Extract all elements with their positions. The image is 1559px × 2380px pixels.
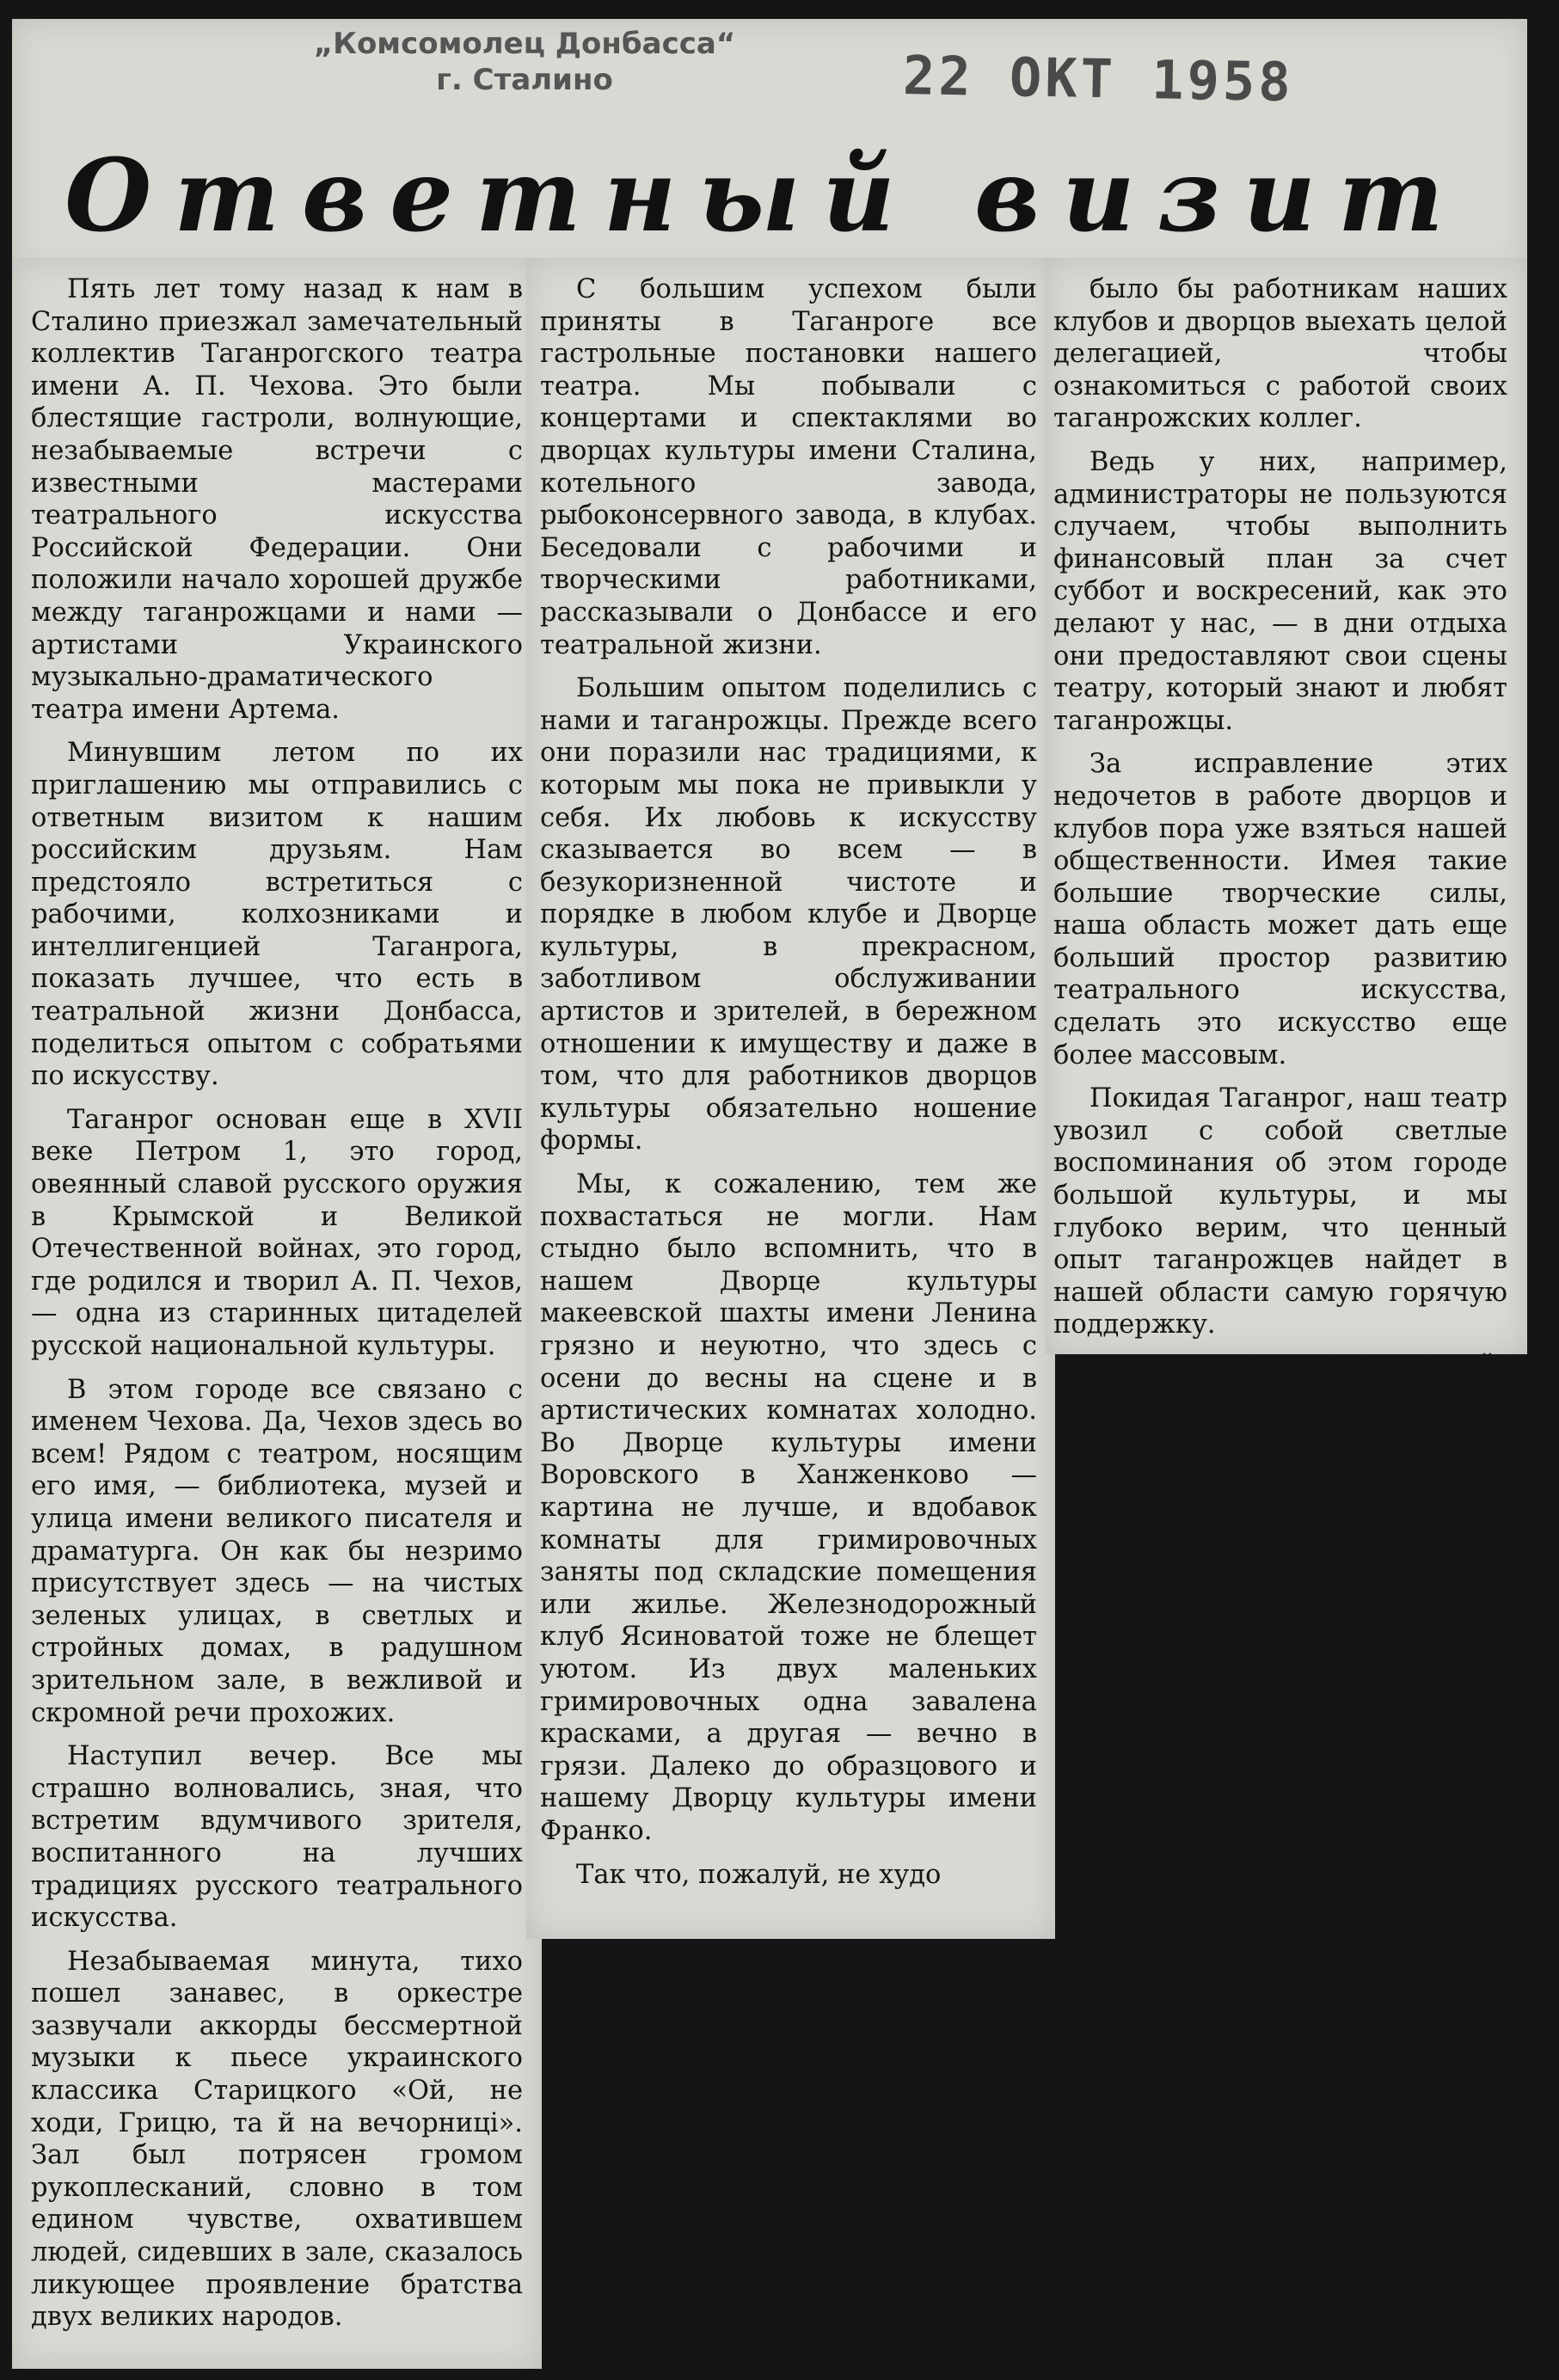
newspaper-masthead — [284, 26, 765, 98]
paragraph: В этом городе все связано с именем Чехова. Да, Чехов здесь во всем! Рядом с театром, носящим его имя, — библиотека, музей и улица имени великого писателя и драматурга. Он как бы незримо присутствует здесь — на чистых зеленых улицах, в светлых и стройных домах, в радушном зрительном зале, в вежливой и скромной речи прохожих. — [31, 1374, 523, 1728]
paragraph: Большим опытом поделились с нами и таганрожцы. Прежде всего они поразили нас традициями, к которым мы пока не привыкли у себя. Их любовь к искусству сказывается во всем — в безукоризненной чистоте и порядке в любом клубе и Дворце культуры, в прекрасном, заботливом обслуживании артистов и зрителей, в бережном отношении к имуществу и даже в том, что для работников дворцов культуры обязательно ношение формы. — [540, 673, 1037, 1156]
author-title: Заслуженный артист УССР. — [1138, 1385, 1507, 1412]
author-name: Е. И. ГАЛИНСКИЙ. — [1245, 1353, 1507, 1383]
article-column-3 — [1053, 273, 1507, 1414]
paragraph: Покидая Таганрог, наш театр увозил с собой светлые воспоминания об этом городе большой культуры, и мы глубоко верим, что ценный опыт таганрожцев найдет в нашей области самую горячую поддержку. — [1053, 1083, 1507, 1340]
paragraph: Пять лет тому назад к нам в Сталино приезжал замечательный коллектив Таганрогского театра имени А. П. Чехова. Это были блестящие гастроли, волнующие, незабываемые встречи с известными мастерами театрального искусства Российской Федерации. Они положили начало хорошей дружбе между таганрожцами и нами — артистами Украинского музыкально-драматического театра имени Артема. — [31, 274, 523, 725]
paragraph: С большим успехом были приняты в Таганроге все гастрольные постановки нашего театра. Мы побывали с концертами и спектаклями во дворцах культуры имени Сталина, котельного завода, рыбоконсервного завода, в клубах. Беседовали с рабочими и творческими работниками, рассказывали о Донбассе и его театральной жизни. — [540, 274, 1037, 660]
article-title: Ответный визит — [64, 138, 1466, 255]
paragraph: Минувшим летом по их приглашению мы отправились с ответным визитом к нашим российским друзьям. Нам предстояло встретиться с рабочими, колхозниками и интеллигенцией Таганрога, показать лучшее, что есть в театральной жизни Донбасса, поделиться опытом с собратьями по искусству. — [31, 738, 523, 1092]
paragraph: За исправление этих недочетов в работе дворцов и клубов пора уже взяться нашей общественности. Имея такие большие творческие силы, наша область может дать еще больший простор развитию театрального искусства, сделать это искусство еще более массовым. — [1053, 749, 1507, 1070]
paragraph: Незабываемая минута, тихо пошел занавес, в оркестре зазвучали аккорды бессмертной музыки к пьесе украинского классика Старицкого «Ой, не ходи, Грицю, та й на вечорниці». Зал был потрясен громом рукоплесканий, словно в том едином чувстве, охватившем людей, сидевших в зале, сказалось ликующее проявление братства двух великих народов. — [31, 1946, 523, 2333]
date-stamp: 22 ОКТ 1958 — [902, 44, 1295, 113]
newspaper-city: г. Сталино — [436, 63, 613, 97]
paragraph: Так что, пожалуй, не худо — [576, 1859, 942, 1890]
paragraph: было бы работникам наших клубов и дворцов выехать целой делегацией, чтобы ознакомиться с работой своих таганрожских коллег. — [1053, 274, 1507, 434]
paragraph: Мы, к сожалению, тем же похвастаться не могли. Нам стыдно было вспомнить, что в нашем Дворце культуры макеевской шахты имени Ленина грязно и неуютно, что здесь с осени до весны на сцене и в артистических комнатах холодно. Во Дворце культуры имени Воровского в Ханженково — картина не лучше, и вдобавок комнаты для гримировочных заняты под складские помещения или жилье. Железнодорожный клуб Ясиноватой тоже не блещет уютом. Из двух маленьких гримировочных одна завалена красками, а другая — вечно в грязи. Далеко до образцового и нашему Дворцу культуры имени Франко. — [540, 1169, 1037, 1846]
paragraph: Ведь у них, например, администраторы не пользуются случаем, чтобы выполнить финансовый план за счет суббот и воскресений, как это делают у нас, — в дни отдыха они предоставляют свои сцены театру, который знают и любят таганрожцы. — [1053, 446, 1507, 736]
article-column-2 — [540, 273, 1037, 1902]
paragraph: Наступил вечер. Все мы страшно волновались, зная, что встретим вдумчивого зрителя, воспитанного на лучших традициях русского театрального искусства. — [31, 1741, 523, 1934]
paragraph: Таганрог основан еще в XVII веке Петром 1, это город, овеянный славой русского оружия в Крымской и Великой Отечественной войнах, это город, где родился и творил А. П. Чехов, — одна из старинных цитаделей русской национальной культуры. — [31, 1104, 523, 1361]
newspaper-name: „Комсомолец Донбасса“ — [313, 27, 736, 61]
article-column-1 — [31, 273, 523, 2345]
